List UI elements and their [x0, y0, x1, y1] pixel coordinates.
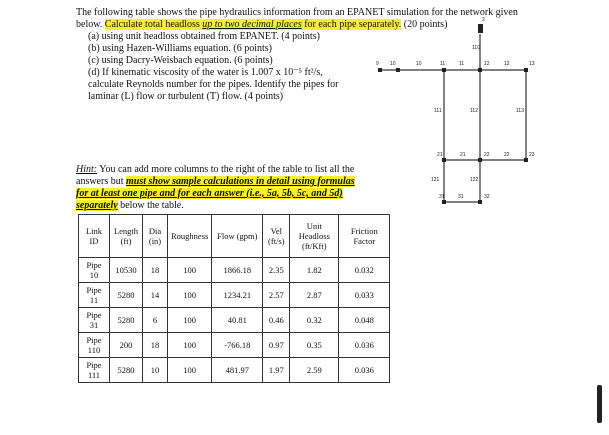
cell-roughness: 100 — [168, 258, 212, 283]
label-node-21: 21 — [437, 152, 443, 158]
item-c: (c) using Dacry-Weisbach equation. (6 points) — [88, 55, 273, 66]
label-pipe-111: 111 — [434, 108, 442, 114]
item-b: (b) using Hazen-Williams equation. (6 points) — [88, 43, 272, 54]
tank-icon — [478, 24, 483, 33]
table-row — [79, 358, 390, 383]
header-friction-factor: Friction Factor — [339, 215, 390, 258]
cell-dia: 10 — [143, 358, 168, 383]
cell-length: 5280 — [110, 283, 143, 308]
cell-friction-factor: 0.036 — [339, 358, 390, 383]
cell-flow: 1234.21 — [212, 283, 263, 308]
label-node-31: 31 — [439, 194, 445, 200]
cell-roughness: 100 — [168, 333, 212, 358]
label-pipe-112: 112 — [470, 108, 478, 114]
label-node-13: 13 — [529, 61, 535, 67]
cell-length: 5280 — [110, 358, 143, 383]
cell-vel: 2.57 — [263, 283, 290, 308]
cell-friction-factor: 0.036 — [339, 333, 390, 358]
label-pipe-31: 31 — [458, 194, 464, 200]
cell-length: 5280 — [110, 308, 143, 333]
cell-roughness: 100 — [168, 358, 212, 383]
node-13-marker — [524, 68, 528, 72]
table-header-row — [79, 215, 390, 258]
node-9-marker — [378, 68, 382, 72]
hint-text-pre: You can add more columns to the right of the table to list all the answers but — [76, 164, 355, 187]
cell-link-id: Pipe 10 — [79, 258, 110, 283]
task-emph: up to two decimal places — [202, 19, 302, 30]
task-post: for each pipe separately. — [304, 19, 402, 30]
cell-flow: 1866.18 — [212, 258, 263, 283]
label-pipe-11: 11 — [459, 61, 465, 67]
label-node-32: 32 — [484, 194, 490, 200]
pipe-network-diagram — [368, 12, 543, 212]
table-row — [79, 333, 390, 358]
label-pipe-121: 121 — [431, 177, 440, 183]
header-link-id: Link ID — [79, 215, 110, 258]
node-11-marker — [442, 68, 446, 72]
item-a: (a) using unit headloss obtained from EPANET. (4 points) — [88, 31, 320, 42]
cell-vel: 0.97 — [263, 333, 290, 358]
cell-unit-headloss: 2.87 — [290, 283, 339, 308]
label-node-10: 10 — [416, 61, 422, 67]
label-node-22: 22 — [484, 152, 490, 158]
node-21-marker — [442, 158, 446, 162]
cell-flow: 40.81 — [212, 308, 263, 333]
table-row — [79, 308, 390, 333]
task-highlight — [105, 19, 402, 30]
label-node-9: 9 — [376, 61, 379, 67]
cell-unit-headloss: 2.59 — [290, 358, 339, 383]
cell-friction-factor: 0.032 — [339, 258, 390, 283]
task-pre: Calculate total headloss — [104, 19, 200, 30]
node-32-marker — [478, 200, 482, 204]
cell-unit-headloss: 0.35 — [290, 333, 339, 358]
label-pipe-21: 21 — [460, 152, 466, 158]
cell-vel: 2.35 — [263, 258, 290, 283]
header-roughness: Roughness — [168, 215, 212, 258]
cell-roughness: 100 — [168, 308, 212, 333]
cell-unit-headloss: 0.32 — [290, 308, 339, 333]
cell-dia: 6 — [143, 308, 168, 333]
label-node-12: 12 — [484, 61, 490, 67]
label-pipe-113: 113 — [516, 108, 524, 114]
cell-length: 10530 — [110, 258, 143, 283]
cell-roughness: 100 — [168, 283, 212, 308]
header-vel: Vel (ft/s) — [263, 215, 290, 258]
label-pipe-10: 10 — [390, 61, 396, 67]
item-d: (d) If kinematic viscosity of the water is 1.007 x 10⁻⁵ ft²/s, calculate Reynolds number for the pipes. Identify the pipes for laminar (L) flow or turbulent (T) flow. (4 points) — [88, 67, 339, 102]
cell-length: 200 — [110, 333, 143, 358]
table-row — [79, 258, 390, 283]
hint-label: Hint: — [76, 164, 98, 175]
label-pipe-110: 110 — [472, 45, 480, 51]
header-unit-headloss: Unit Headloss (ft/Kft) — [290, 215, 339, 258]
cell-flow: 481.97 — [212, 358, 263, 383]
header-flow: Flow (gpm) — [212, 215, 263, 258]
label-pipe-22: 22 — [504, 152, 510, 158]
points-text: (20 points) — [403, 19, 448, 30]
label-pipe-122: 122 — [470, 177, 479, 183]
cell-dia: 18 — [143, 258, 168, 283]
node-22-marker — [478, 158, 482, 162]
node-31-marker — [442, 200, 446, 204]
cell-flow: -766.18 — [212, 333, 263, 358]
cell-dia: 18 — [143, 333, 168, 358]
hint-block — [76, 164, 366, 212]
cell-link-id: Pipe 31 — [79, 308, 110, 333]
scrollbar-thumb[interactable] — [597, 385, 602, 423]
label-node-2: 2 — [482, 17, 485, 23]
cell-link-id: Pipe 111 — [79, 358, 110, 383]
intro-text: The following table shows the pipe hydraulics information from an EPANET simulation for the network given below. — [76, 7, 518, 30]
label-pipe-12: 12 — [504, 61, 510, 67]
cell-friction-factor: 0.048 — [339, 308, 390, 333]
node-12-marker — [478, 68, 482, 72]
cell-vel: 0.46 — [263, 308, 290, 333]
hint-text-post: below the table. — [120, 200, 184, 211]
header-length: Length (ft) — [110, 215, 143, 258]
cell-friction-factor: 0.033 — [339, 283, 390, 308]
label-node-23: 23 — [529, 152, 535, 158]
table-row — [79, 283, 390, 308]
pipe-hydraulics-table — [78, 214, 390, 383]
cell-vel: 1.97 — [263, 358, 290, 383]
cell-link-id: Pipe 11 — [79, 283, 110, 308]
cell-dia: 14 — [143, 283, 168, 308]
cell-link-id: Pipe 110 — [79, 333, 110, 358]
hint-emphasis: must show sample calculations in detail using formulas for at least one pipe and for each answer (i.e., 5a, 5b, 5c, and 5d) separately — [76, 176, 355, 211]
node-10-marker — [396, 68, 400, 72]
cell-unit-headloss: 1.82 — [290, 258, 339, 283]
node-23-marker — [524, 158, 528, 162]
header-dia: Dia (in) — [143, 215, 168, 258]
label-node-11: 11 — [440, 61, 446, 67]
